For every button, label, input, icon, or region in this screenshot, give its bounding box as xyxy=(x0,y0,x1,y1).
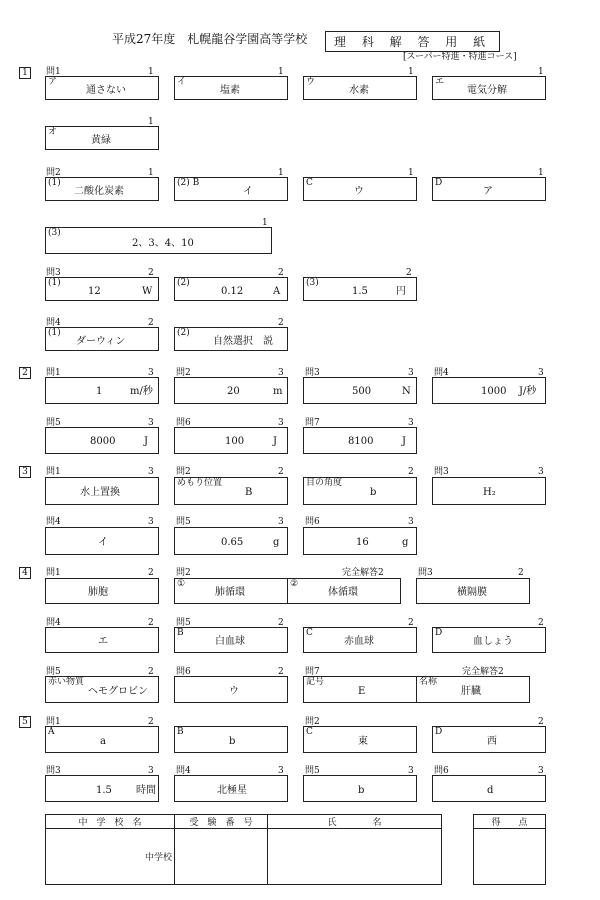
points: 2 xyxy=(148,618,154,628)
points: 1 xyxy=(278,67,284,77)
points: 1 xyxy=(538,67,544,77)
answer-value: 8000 xyxy=(90,436,116,447)
answer-box-1-1e[interactable] xyxy=(432,76,546,100)
sub-label: B xyxy=(177,628,184,638)
points: 2 xyxy=(278,467,284,477)
sheet-title: 理 科 解 答 用 紙 xyxy=(325,31,500,52)
sub-label: (1) xyxy=(48,328,61,338)
answer-value: エ xyxy=(98,636,108,647)
q-label: 問6 xyxy=(434,766,449,776)
answer-value: 北極星 xyxy=(217,785,247,796)
q-label: 問2 xyxy=(305,717,320,727)
answer-box-4-1[interactable] xyxy=(45,578,159,604)
score-field[interactable] xyxy=(474,829,546,885)
answer-box-2-6[interactable] xyxy=(174,427,288,454)
answer-box-1-2d[interactable] xyxy=(432,177,546,201)
answer-value: 1.5 xyxy=(352,286,368,297)
answer-value: 自然選択 説 xyxy=(213,336,273,347)
answer-box-1-1i[interactable] xyxy=(174,76,288,100)
points: 1 xyxy=(148,67,154,77)
answer-box-5-1b[interactable] xyxy=(174,726,288,753)
points: 3 xyxy=(148,467,154,477)
answer-value: a xyxy=(100,736,106,747)
sub-label: D xyxy=(435,628,443,638)
points: 1 xyxy=(148,117,154,127)
score-table xyxy=(473,814,546,885)
answer-box-1-2-3[interactable] xyxy=(45,227,272,254)
points: 2 xyxy=(148,667,154,677)
exam-number-field[interactable] xyxy=(175,829,268,885)
q-label: 問5 xyxy=(46,667,61,677)
q-label: 問4 xyxy=(46,318,61,328)
q-label: 問1 xyxy=(46,467,61,477)
answer-value: ウ xyxy=(229,686,239,697)
answer-value: 1000 xyxy=(481,386,507,397)
points: 3 xyxy=(278,766,284,776)
sub-label: ① xyxy=(177,579,186,589)
q-label: 問5 xyxy=(176,517,191,527)
answer-box-4-5d[interactable] xyxy=(432,627,546,653)
answer-value: 100 xyxy=(225,436,245,447)
answer-box-3-3[interactable] xyxy=(432,477,546,505)
answer-box-5-2d[interactable] xyxy=(432,726,546,753)
points: 3 xyxy=(408,418,414,428)
unit: N xyxy=(402,386,411,397)
answer-box-1-3-2[interactable] xyxy=(174,277,288,301)
q-label: 問4 xyxy=(46,618,61,628)
answer-box-4-2-1[interactable] xyxy=(174,578,288,604)
points: 2 xyxy=(148,717,154,727)
answer-value: 12 xyxy=(88,286,101,297)
answer-box-3-1[interactable] xyxy=(45,477,159,505)
answer-box-2-4[interactable] xyxy=(432,377,546,404)
unit: 円 xyxy=(396,286,406,297)
points: 2 xyxy=(538,717,544,727)
sub-label: めもり位置 xyxy=(177,478,223,488)
answer-value: d xyxy=(487,785,494,796)
sub-label: エ xyxy=(435,77,445,87)
q-label: 問5 xyxy=(46,418,61,428)
sub-label: (3) xyxy=(48,228,61,238)
points: 2 xyxy=(408,618,414,628)
answer-value: 8100 xyxy=(348,436,374,447)
sub-label: (1) xyxy=(48,178,61,188)
points: 2 xyxy=(278,667,284,677)
name-field[interactable] xyxy=(268,829,442,885)
answer-box-4-7-name[interactable] xyxy=(416,676,530,703)
sub-label: イ xyxy=(177,77,187,87)
q-label: 問1 xyxy=(46,568,61,578)
q-label: 問3 xyxy=(305,368,320,378)
points: 2 xyxy=(406,268,412,278)
q-label: 問3 xyxy=(418,568,433,578)
unit: W xyxy=(142,286,153,297)
answer-value: 通さない xyxy=(86,85,126,96)
answer-box-5-4[interactable] xyxy=(174,775,288,802)
points: 3 xyxy=(538,368,544,378)
answer-box-1-4-1[interactable] xyxy=(45,327,159,351)
points: 3 xyxy=(408,517,414,527)
answer-box-5-1a[interactable] xyxy=(45,726,159,753)
points: 2 xyxy=(518,568,524,578)
sub-label: D xyxy=(435,178,443,188)
sub-label: 名称 xyxy=(419,677,438,687)
full-credit-note: 完全解答2 xyxy=(462,667,504,677)
points: 3 xyxy=(408,368,414,378)
answer-value: b xyxy=(358,785,365,796)
sub-label: ② xyxy=(290,579,299,589)
answer-value: E xyxy=(358,686,366,697)
sub-label: C xyxy=(306,628,313,638)
points: 2 xyxy=(148,268,154,278)
sub-label: (2) xyxy=(177,278,190,288)
q-label: 問2 xyxy=(46,168,61,178)
answer-value: 白血球 xyxy=(215,636,245,647)
q-label: 問1 xyxy=(46,368,61,378)
answer-value: 0.12 xyxy=(221,286,244,297)
answer-value: b xyxy=(229,736,236,747)
answer-box-1-1a[interactable] xyxy=(45,76,159,100)
course-label: [スーパー特進・特進コース] xyxy=(403,52,517,62)
section-1-number: 1 xyxy=(19,67,31,79)
q-label: 問2 xyxy=(176,467,191,477)
points: 3 xyxy=(278,517,284,527)
q-label: 問2 xyxy=(176,568,191,578)
points: 3 xyxy=(278,368,284,378)
answer-box-1-3-3[interactable] xyxy=(303,277,417,301)
sub-label: B xyxy=(177,727,184,737)
answer-value: H₂ xyxy=(483,487,496,498)
answer-value: ウ xyxy=(354,186,364,197)
points: 2 xyxy=(408,467,414,477)
answer-box-4-3[interactable] xyxy=(416,578,530,604)
answer-box-4-7-symbol[interactable] xyxy=(303,676,417,703)
points: 2 xyxy=(278,268,284,278)
answer-value: 体循環 xyxy=(328,587,358,598)
answer-value: 肺胞 xyxy=(88,587,108,598)
answer-box-5-2c[interactable] xyxy=(303,726,417,753)
q-label: 問1 xyxy=(46,67,61,77)
points: 2 xyxy=(148,568,154,578)
school-suffix: 中学校 xyxy=(144,853,172,863)
answer-box-1-1o[interactable] xyxy=(45,126,159,150)
answer-value: 血しょう xyxy=(473,636,513,647)
answer-box-2-5[interactable] xyxy=(45,427,159,454)
unit: J xyxy=(402,436,407,447)
full-credit-note: 完全解答2 xyxy=(342,568,384,578)
name-header: 氏 名 xyxy=(268,815,442,829)
answer-value: ア xyxy=(483,186,493,197)
sub-label: C xyxy=(306,178,313,188)
answer-box-1-1u[interactable] xyxy=(303,76,417,100)
points: 1 xyxy=(408,67,414,77)
q-label: 問6 xyxy=(305,517,320,527)
answer-value: 20 xyxy=(227,386,240,397)
answer-value: 水素 xyxy=(349,85,369,96)
sub-label: (3) xyxy=(306,278,319,288)
school-title: 平成27年度 札幌龍谷学園高等学校 xyxy=(112,32,308,46)
answer-value: 肝臓 xyxy=(461,686,481,697)
unit: J xyxy=(144,436,149,447)
points: 1 xyxy=(278,168,284,178)
points: 1 xyxy=(538,168,544,178)
answer-box-4-6[interactable] xyxy=(174,676,288,703)
sub-label: C xyxy=(306,727,313,737)
q-label: 問5 xyxy=(176,618,191,628)
answer-box-1-3-1[interactable] xyxy=(45,277,159,301)
answer-box-5-6[interactable] xyxy=(432,775,546,802)
answer-value: 黄緑 xyxy=(91,135,111,146)
unit: m/秒 xyxy=(130,386,153,397)
applicant-info-table xyxy=(45,814,442,885)
answer-value: 西 xyxy=(487,736,497,747)
section-5-number: 5 xyxy=(19,716,31,728)
section-3-number: 3 xyxy=(19,466,31,478)
answer-value: 横隔膜 xyxy=(457,587,487,598)
answer-box-3-2a[interactable] xyxy=(174,477,288,505)
section-2-number: 2 xyxy=(19,367,31,379)
sub-label: (2) xyxy=(177,328,190,338)
points: 3 xyxy=(148,766,154,776)
answer-box-3-5[interactable] xyxy=(174,527,288,555)
answer-value: イ xyxy=(98,537,108,548)
sub-label: D xyxy=(435,727,443,737)
unit: g xyxy=(273,537,280,548)
answer-box-2-3[interactable] xyxy=(303,377,417,404)
answer-value: ヘモグロビン xyxy=(88,686,148,697)
answer-box-4-4[interactable] xyxy=(45,627,159,653)
q-label: 問1 xyxy=(46,717,61,727)
points: 3 xyxy=(538,467,544,477)
q-label: 問4 xyxy=(46,517,61,527)
points: 3 xyxy=(148,368,154,378)
answer-box-1-2-2b[interactable] xyxy=(174,177,288,201)
answer-value: 1.5 xyxy=(96,785,112,796)
sub-label: 目の角度 xyxy=(306,478,343,488)
answer-value: 電気分解 xyxy=(467,85,507,96)
section-4-number: 4 xyxy=(19,567,31,579)
q-label: 問4 xyxy=(434,368,449,378)
points: 2 xyxy=(278,318,284,328)
answer-value: 塩素 xyxy=(220,85,240,96)
sub-label: オ xyxy=(48,127,58,137)
sub-label: (1) xyxy=(48,278,61,288)
q-label: 問3 xyxy=(46,268,61,278)
q-label: 問7 xyxy=(305,418,320,428)
answer-value: 二酸化炭素 xyxy=(74,186,124,197)
points: 3 xyxy=(278,418,284,428)
unit: 時間 xyxy=(136,785,156,796)
points: 3 xyxy=(538,766,544,776)
points: 3 xyxy=(408,766,414,776)
answer-box-1-4-2[interactable] xyxy=(174,327,288,351)
sub-label: A xyxy=(48,727,55,737)
answer-value: 1 xyxy=(96,386,103,397)
answer-box-5-5[interactable] xyxy=(303,775,417,802)
sub-label: ア xyxy=(48,77,58,87)
answer-box-5-3[interactable] xyxy=(45,775,159,802)
points: 2 xyxy=(278,618,284,628)
answer-value: ダーウィン xyxy=(76,336,126,347)
unit: g xyxy=(402,537,409,548)
points: 2 xyxy=(538,618,544,628)
answer-box-4-5a[interactable] xyxy=(45,676,159,703)
answer-value: 16 xyxy=(356,537,369,548)
answer-box-2-1[interactable] xyxy=(45,377,159,404)
answer-value: 0.65 xyxy=(221,537,244,548)
answer-value: 肺循環 xyxy=(215,587,245,598)
sub-label: (2) B xyxy=(177,178,200,188)
answer-value: B xyxy=(245,487,253,498)
unit: A xyxy=(273,286,281,297)
points: 1 xyxy=(148,168,154,178)
answer-box-1-2c[interactable] xyxy=(303,177,417,201)
answer-box-4-2-2[interactable] xyxy=(287,578,401,604)
school-name-field[interactable] xyxy=(46,829,175,885)
q-label: 問4 xyxy=(176,766,191,776)
answer-box-4-5b[interactable] xyxy=(174,627,288,653)
answer-box-2-7[interactable] xyxy=(303,427,417,454)
answer-value: 2、3、4、10 xyxy=(132,238,194,249)
q-label: 問7 xyxy=(305,667,320,677)
answer-box-3-2b[interactable] xyxy=(303,477,417,505)
unit: J/秒 xyxy=(519,386,537,397)
points: 1 xyxy=(262,218,268,228)
answer-box-2-2[interactable] xyxy=(174,377,288,404)
sub-label: 赤い物質 xyxy=(48,677,85,687)
answer-value: b xyxy=(370,487,377,498)
points: 3 xyxy=(148,517,154,527)
q-label: 問6 xyxy=(176,418,191,428)
unit: J xyxy=(273,436,278,447)
answer-box-4-5c[interactable] xyxy=(303,627,417,653)
q-label: 問2 xyxy=(176,368,191,378)
sub-label: ウ xyxy=(306,77,316,87)
exam-number-header: 受 験 番 号 xyxy=(175,815,268,829)
answer-value: イ xyxy=(243,186,253,197)
answer-value: 500 xyxy=(352,386,372,397)
points: 2 xyxy=(148,318,154,328)
unit: m xyxy=(273,386,283,397)
answer-box-3-6[interactable] xyxy=(303,527,417,555)
q-label: 問6 xyxy=(176,667,191,677)
q-label: 問5 xyxy=(305,766,320,776)
answer-box-3-4[interactable] xyxy=(45,527,159,555)
q-label: 問3 xyxy=(46,766,61,776)
answer-value: 赤血球 xyxy=(344,636,374,647)
answer-value: 東 xyxy=(358,736,368,747)
q-label: 問3 xyxy=(434,467,449,477)
school-name-header: 中 学 校 名 xyxy=(46,815,175,829)
score-header: 得 点 xyxy=(474,815,546,829)
answer-box-1-2-1[interactable] xyxy=(45,177,159,201)
points: 1 xyxy=(408,168,414,178)
points: 3 xyxy=(148,418,154,428)
answer-value: 水上置換 xyxy=(80,487,120,498)
sub-label: 記号 xyxy=(306,677,325,687)
